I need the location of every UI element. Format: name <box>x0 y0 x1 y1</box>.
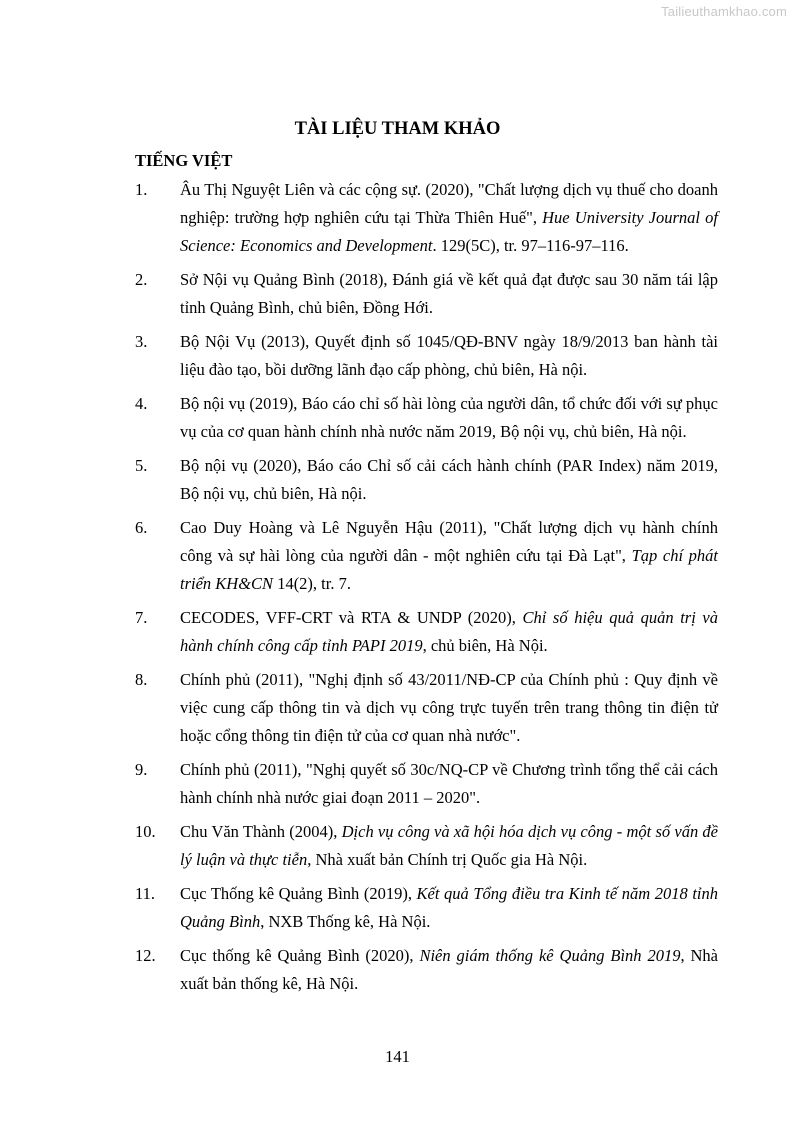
reference-text <box>180 604 718 660</box>
reference-title-italic: Kết quả Tổng điều tra Kinh tế năm 2018 tỉnh Quảng Bình <box>180 884 718 931</box>
reference-list <box>135 176 718 1004</box>
reference-text <box>180 390 718 446</box>
reference-item <box>135 818 718 874</box>
reference-text-part: Âu Thị Nguyệt Liên và các cộng sự. (2020), "Chất lượng dịch vụ thuế cho doanh nghiệp: trường hợp nghiên cứu tại Thừa Thiên Huế", <box>180 180 718 227</box>
reference-text-part: Bộ Nội Vụ (2013), Quyết định số 1045/QĐ-BNV ngày 18/9/2013 ban hành tài liệu đào tạo, bồi dưỡng lãnh đạo cấp phòng, chủ biên, Hà nội. <box>180 332 718 379</box>
reference-text-part: CECODES, VFF-CRT và RTA & UNDP (2020), <box>180 608 523 627</box>
reference-item <box>135 666 718 750</box>
reference-item <box>135 176 718 260</box>
reference-item <box>135 452 718 508</box>
reference-title-italic: Niên giám thống kê Quảng Bình 2019 <box>419 946 681 965</box>
reference-text-part: Chính phủ (2011), "Nghị quyết số 30c/NQ-CP về Chương trình tổng thể cải cách hành chính nhà nước giai đoạn 2011 – 2020". <box>180 760 718 807</box>
page-number: 141 <box>385 1047 410 1066</box>
reference-number: 12. <box>135 946 156 965</box>
reference-number: 4. <box>135 394 148 413</box>
reference-text-part: Cao Duy Hoàng và Lê Nguyễn Hậu (2011), "Chất lượng dịch vụ hành chính công và sự hài lòng của người dân - một nghiên cứu tại Đà Lạt", <box>180 518 718 565</box>
reference-text-part: Chu Văn Thành (2004), <box>180 822 342 841</box>
reference-item <box>135 266 718 322</box>
reference-text-part: Chính phủ (2011), "Nghị định số 43/2011/NĐ-CP của Chính phủ : Quy định về việc cung cấp thông tin và dịch vụ công trực tuyến trên trang thông tin điện tử hoặc cổng thông tin điện tử của cơ quan nhà nước". <box>180 670 718 745</box>
reference-number: 5. <box>135 456 148 475</box>
reference-text <box>180 756 718 812</box>
reference-item <box>135 390 718 446</box>
reference-text-part: 14(2), tr. 7. <box>273 574 351 593</box>
reference-text <box>180 328 718 384</box>
reference-item <box>135 328 718 384</box>
reference-number: 10. <box>135 822 156 841</box>
reference-text <box>180 818 718 874</box>
reference-text-part: , Nhà xuất bản Chính trị Quốc gia Hà Nội. <box>307 850 588 869</box>
reference-number: 6. <box>135 518 148 537</box>
page-title: TÀI LIỆU THAM KHẢO <box>294 119 501 139</box>
watermark-text: Tailieuthamkhao.com <box>661 4 787 19</box>
reference-text <box>180 452 718 508</box>
reference-title-italic: Chỉ số hiệu quả quản trị và hành chính công cấp tỉnh PAPI 2019 <box>180 608 718 655</box>
reference-number: 2. <box>135 270 148 289</box>
reference-item <box>135 756 718 812</box>
reference-text <box>180 942 718 998</box>
reference-text-part: Cục Thống kê Quảng Bình (2019), <box>180 884 417 903</box>
reference-item <box>135 880 718 936</box>
reference-text <box>180 266 718 322</box>
reference-item <box>135 604 718 660</box>
reference-text <box>180 880 718 936</box>
reference-text <box>180 666 718 750</box>
reference-text-part: , chủ biên, Hà Nội. <box>422 636 548 655</box>
reference-text-part: , NXB Thống kê, Hà Nội. <box>260 912 431 931</box>
reference-item <box>135 942 718 998</box>
reference-text <box>180 514 718 598</box>
reference-number: 3. <box>135 332 148 351</box>
reference-title-italic: Hue University Journal of Science: Economics and Development <box>180 208 718 255</box>
reference-number: 8. <box>135 670 148 689</box>
reference-title-italic: Tạp chí phát triển KH&CN <box>180 546 718 593</box>
reference-number: 11. <box>135 884 156 903</box>
reference-text-part: Bộ nội vụ (2019), Báo cáo chỉ số hài lòng của người dân, tổ chức đối với sự phục vụ của cơ quan hành chính nhà nước năm 2019, Bộ nội vụ, chủ biên, Hà nội. <box>180 394 718 441</box>
reference-text-part: , Nhà xuất bản thống kê, Hà Nội. <box>180 946 718 993</box>
reference-item <box>135 514 718 598</box>
reference-text <box>180 176 718 260</box>
section-heading: TIẾNG VIỆT <box>135 151 233 170</box>
reference-text-part: . 129(5C), tr. 97–116-97–116. <box>432 236 629 255</box>
reference-number: 1. <box>135 180 148 199</box>
reference-number: 9. <box>135 760 148 779</box>
reference-number: 7. <box>135 608 148 627</box>
reference-text-part: Cục thống kê Quảng Bình (2020), <box>180 946 420 965</box>
reference-text-part: Bộ nội vụ (2020), Báo cáo Chỉ số cải cách hành chính (PAR Index) năm 2019, Bộ nội vụ, chủ biên, Hà nội. <box>180 456 718 503</box>
reference-title-italic: Dịch vụ công và xã hội hóa dịch vụ công - một số vấn đề lý luận và thực tiễn <box>180 822 718 869</box>
reference-text-part: Sở Nội vụ Quảng Bình (2018), Đánh giá về kết quả đạt được sau 30 năm tái lập tỉnh Quảng Bình, chủ biên, Đồng Hới. <box>180 270 718 317</box>
